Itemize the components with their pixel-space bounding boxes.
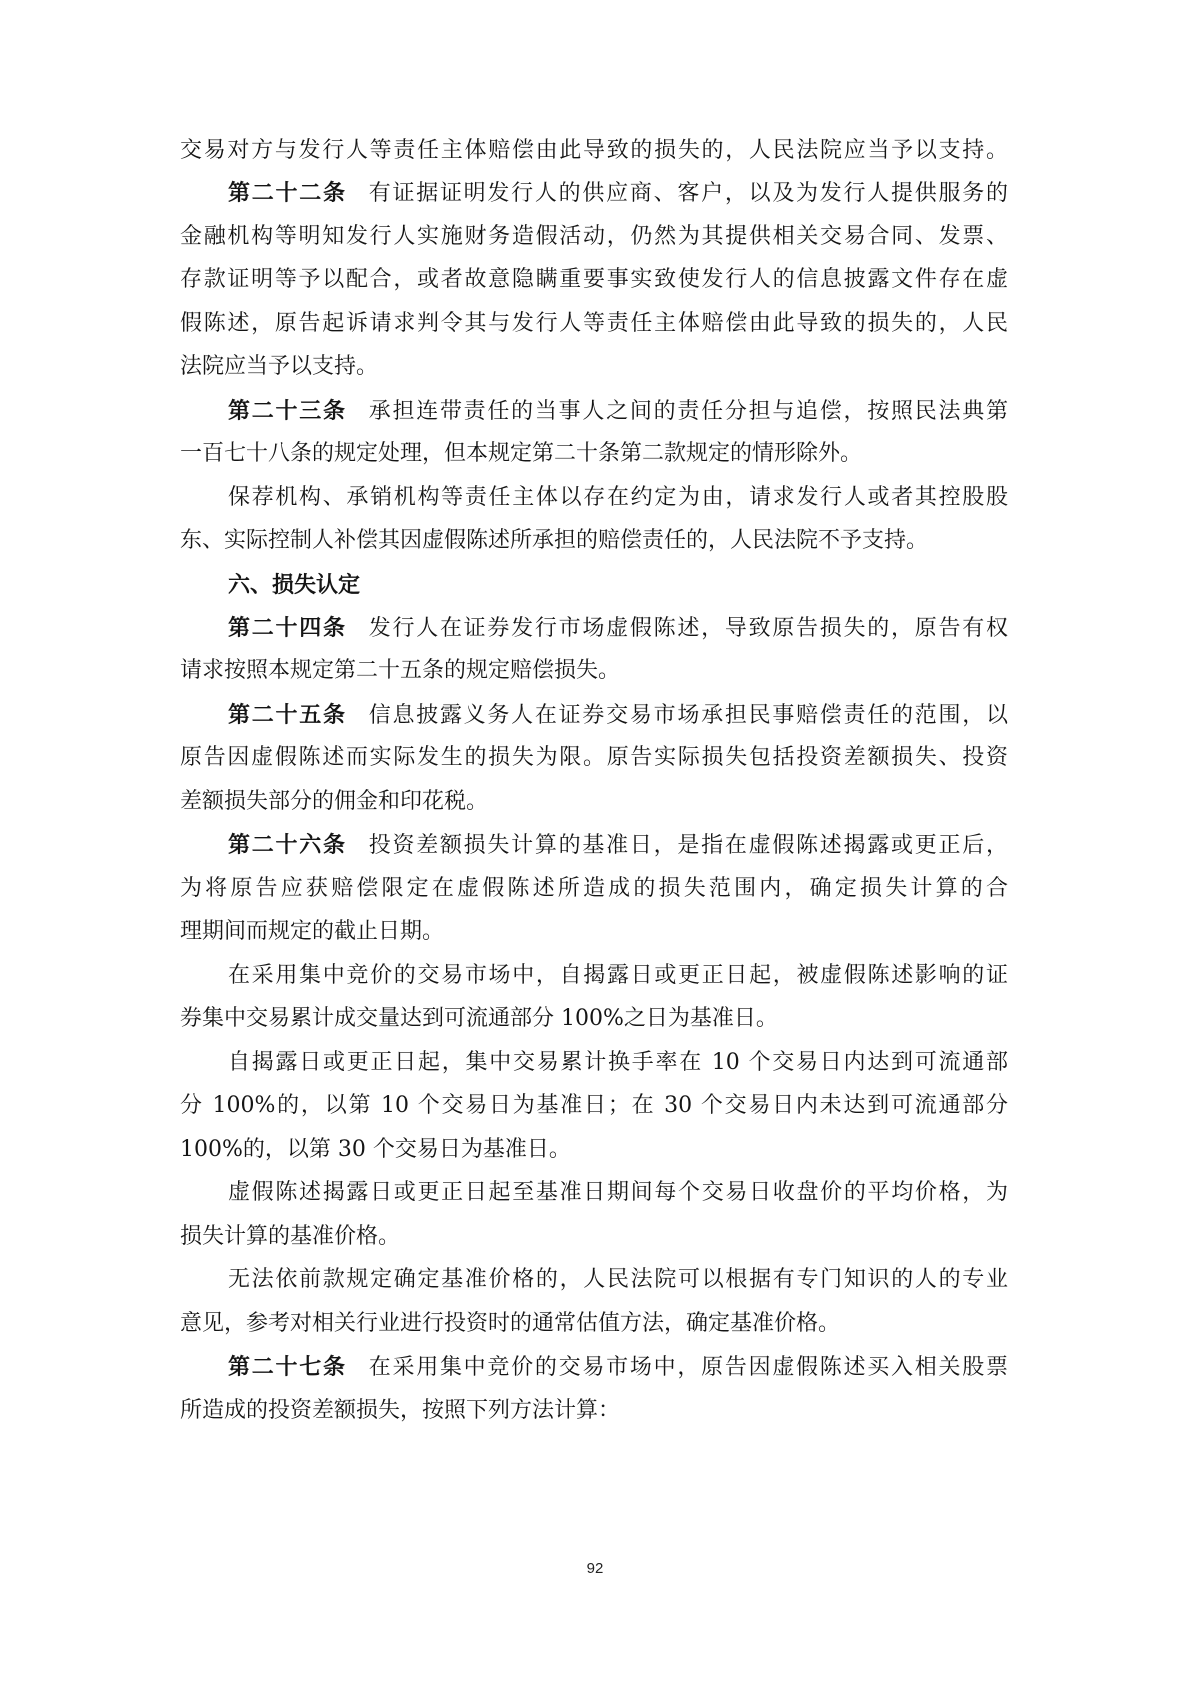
paragraph-line: 为将原告应获赔偿限定在虚假陈述所造成的损失范围内，确定损失计算的合 bbox=[180, 876, 1008, 901]
paragraph-line: 请求按照本规定第二十五条的规定赔偿损失。 bbox=[180, 658, 621, 683]
article-27-line bbox=[228, 1352, 1008, 1383]
paragraph-line: 假陈述，原告起诉请求判令其与发行人等责任主体赔偿由此导致的损失的，人民 bbox=[180, 311, 1008, 336]
paragraph-line: 法院应当予以支持。 bbox=[180, 354, 379, 379]
paragraph-line: 在采用集中竞价的交易市场中，自揭露日或更正日起，被虚假陈述影响的证 bbox=[228, 963, 1008, 988]
article-heading-23: 第二十三条 bbox=[228, 398, 347, 424]
article-heading-25: 第二十五条 bbox=[228, 702, 347, 728]
paragraph-text: 在采用集中竞价的交易市场中，原告因虚假陈述买入相关股票 bbox=[368, 1355, 1008, 1380]
article-22-line bbox=[228, 178, 1008, 209]
paragraph-line: 差额损失部分的佣金和印花税。 bbox=[180, 789, 489, 814]
paragraph-line: 损失计算的基准价格。 bbox=[180, 1224, 401, 1249]
paragraph-line: 虚假陈述揭露日或更正日起至基准日期间每个交易日收盘价的平均价格，为 bbox=[228, 1180, 1008, 1205]
paragraph-text: 承担连带责任的当事人之间的责任分担与追偿，按照民法典第 bbox=[368, 399, 1008, 424]
paragraph-text: 有证据证明发行人的供应商、客户，以及为发行人提供服务的 bbox=[368, 181, 1008, 206]
paragraph-line: 保荐机构、承销机构等责任主体以存在约定为由，请求发行人或者其控股股 bbox=[228, 485, 1008, 510]
paragraph-line: 意见，参考对相关行业进行投资时的通常估值方法，确定基准价格。 bbox=[180, 1311, 841, 1336]
article-25-line bbox=[228, 700, 1008, 731]
paragraph-text: 投资差额损失计算的基准日，是指在虚假陈述揭露或更正后， bbox=[368, 833, 1008, 858]
paragraph-line: 一百七十八条的规定处理，但本规定第二十条第二款规定的情形除外。 bbox=[180, 441, 863, 466]
paragraph-line: 所造成的投资差额损失，按照下列方法计算： bbox=[180, 1398, 621, 1423]
article-heading-24: 第二十四条 bbox=[228, 615, 347, 641]
paragraph-line: 存款证明等予以配合，或者故意隐瞒重要事实致使发行人的信息披露文件存在虚 bbox=[180, 267, 1008, 292]
paragraph-text: 发行人在证券发行市场虚假陈述，导致原告损失的，原告有权 bbox=[368, 616, 1008, 641]
paragraph-line: 交易对方与发行人等责任主体赔偿由此导致的损失的，人民法院应当予以支持。 bbox=[180, 138, 1008, 163]
paragraph-text: 信息披露义务人在证券交易市场承担民事赔偿责任的范围，以 bbox=[368, 703, 1008, 728]
paragraph-line: 原告因虚假陈述而实际发生的损失为限。原告实际损失包括投资差额损失、投资 bbox=[180, 745, 1008, 770]
article-23-line bbox=[228, 396, 1008, 427]
paragraph-line: 券集中交易累计成交量达到可流通部分 100%之日为基准日。 bbox=[180, 1006, 778, 1031]
article-heading-22: 第二十二条 bbox=[228, 180, 347, 206]
article-heading-27: 第二十七条 bbox=[228, 1354, 347, 1380]
paragraph-line: 分 100%的，以第 10 个交易日为基准日；在 30 个交易日内未达到可流通部分 bbox=[180, 1093, 1008, 1118]
paragraph-line: 东、实际控制人补偿其因虚假陈述所承担的赔偿责任的，人民法院不予支持。 bbox=[180, 528, 929, 553]
page-number: 92 bbox=[586, 1560, 604, 1577]
article-24-line bbox=[228, 613, 1008, 644]
paragraph-line: 无法依前款规定确定基准价格的，人民法院可以根据有专门知识的人的专业 bbox=[228, 1267, 1008, 1292]
paragraph-line: 金融机构等明知发行人实施财务造假活动，仍然为其提供相关交易合同、发票、 bbox=[180, 224, 1008, 249]
section-heading: 六、损失认定 bbox=[228, 572, 361, 598]
article-26-line bbox=[228, 830, 1008, 861]
article-heading-26: 第二十六条 bbox=[228, 832, 347, 858]
paragraph-line: 理期间而规定的截止日期。 bbox=[180, 919, 445, 944]
paragraph-line: 自揭露日或更正日起，集中交易累计换手率在 10 个交易日内达到可流通部 bbox=[228, 1050, 1008, 1075]
paragraph-line: 100%的，以第 30 个交易日为基准日。 bbox=[180, 1137, 571, 1162]
